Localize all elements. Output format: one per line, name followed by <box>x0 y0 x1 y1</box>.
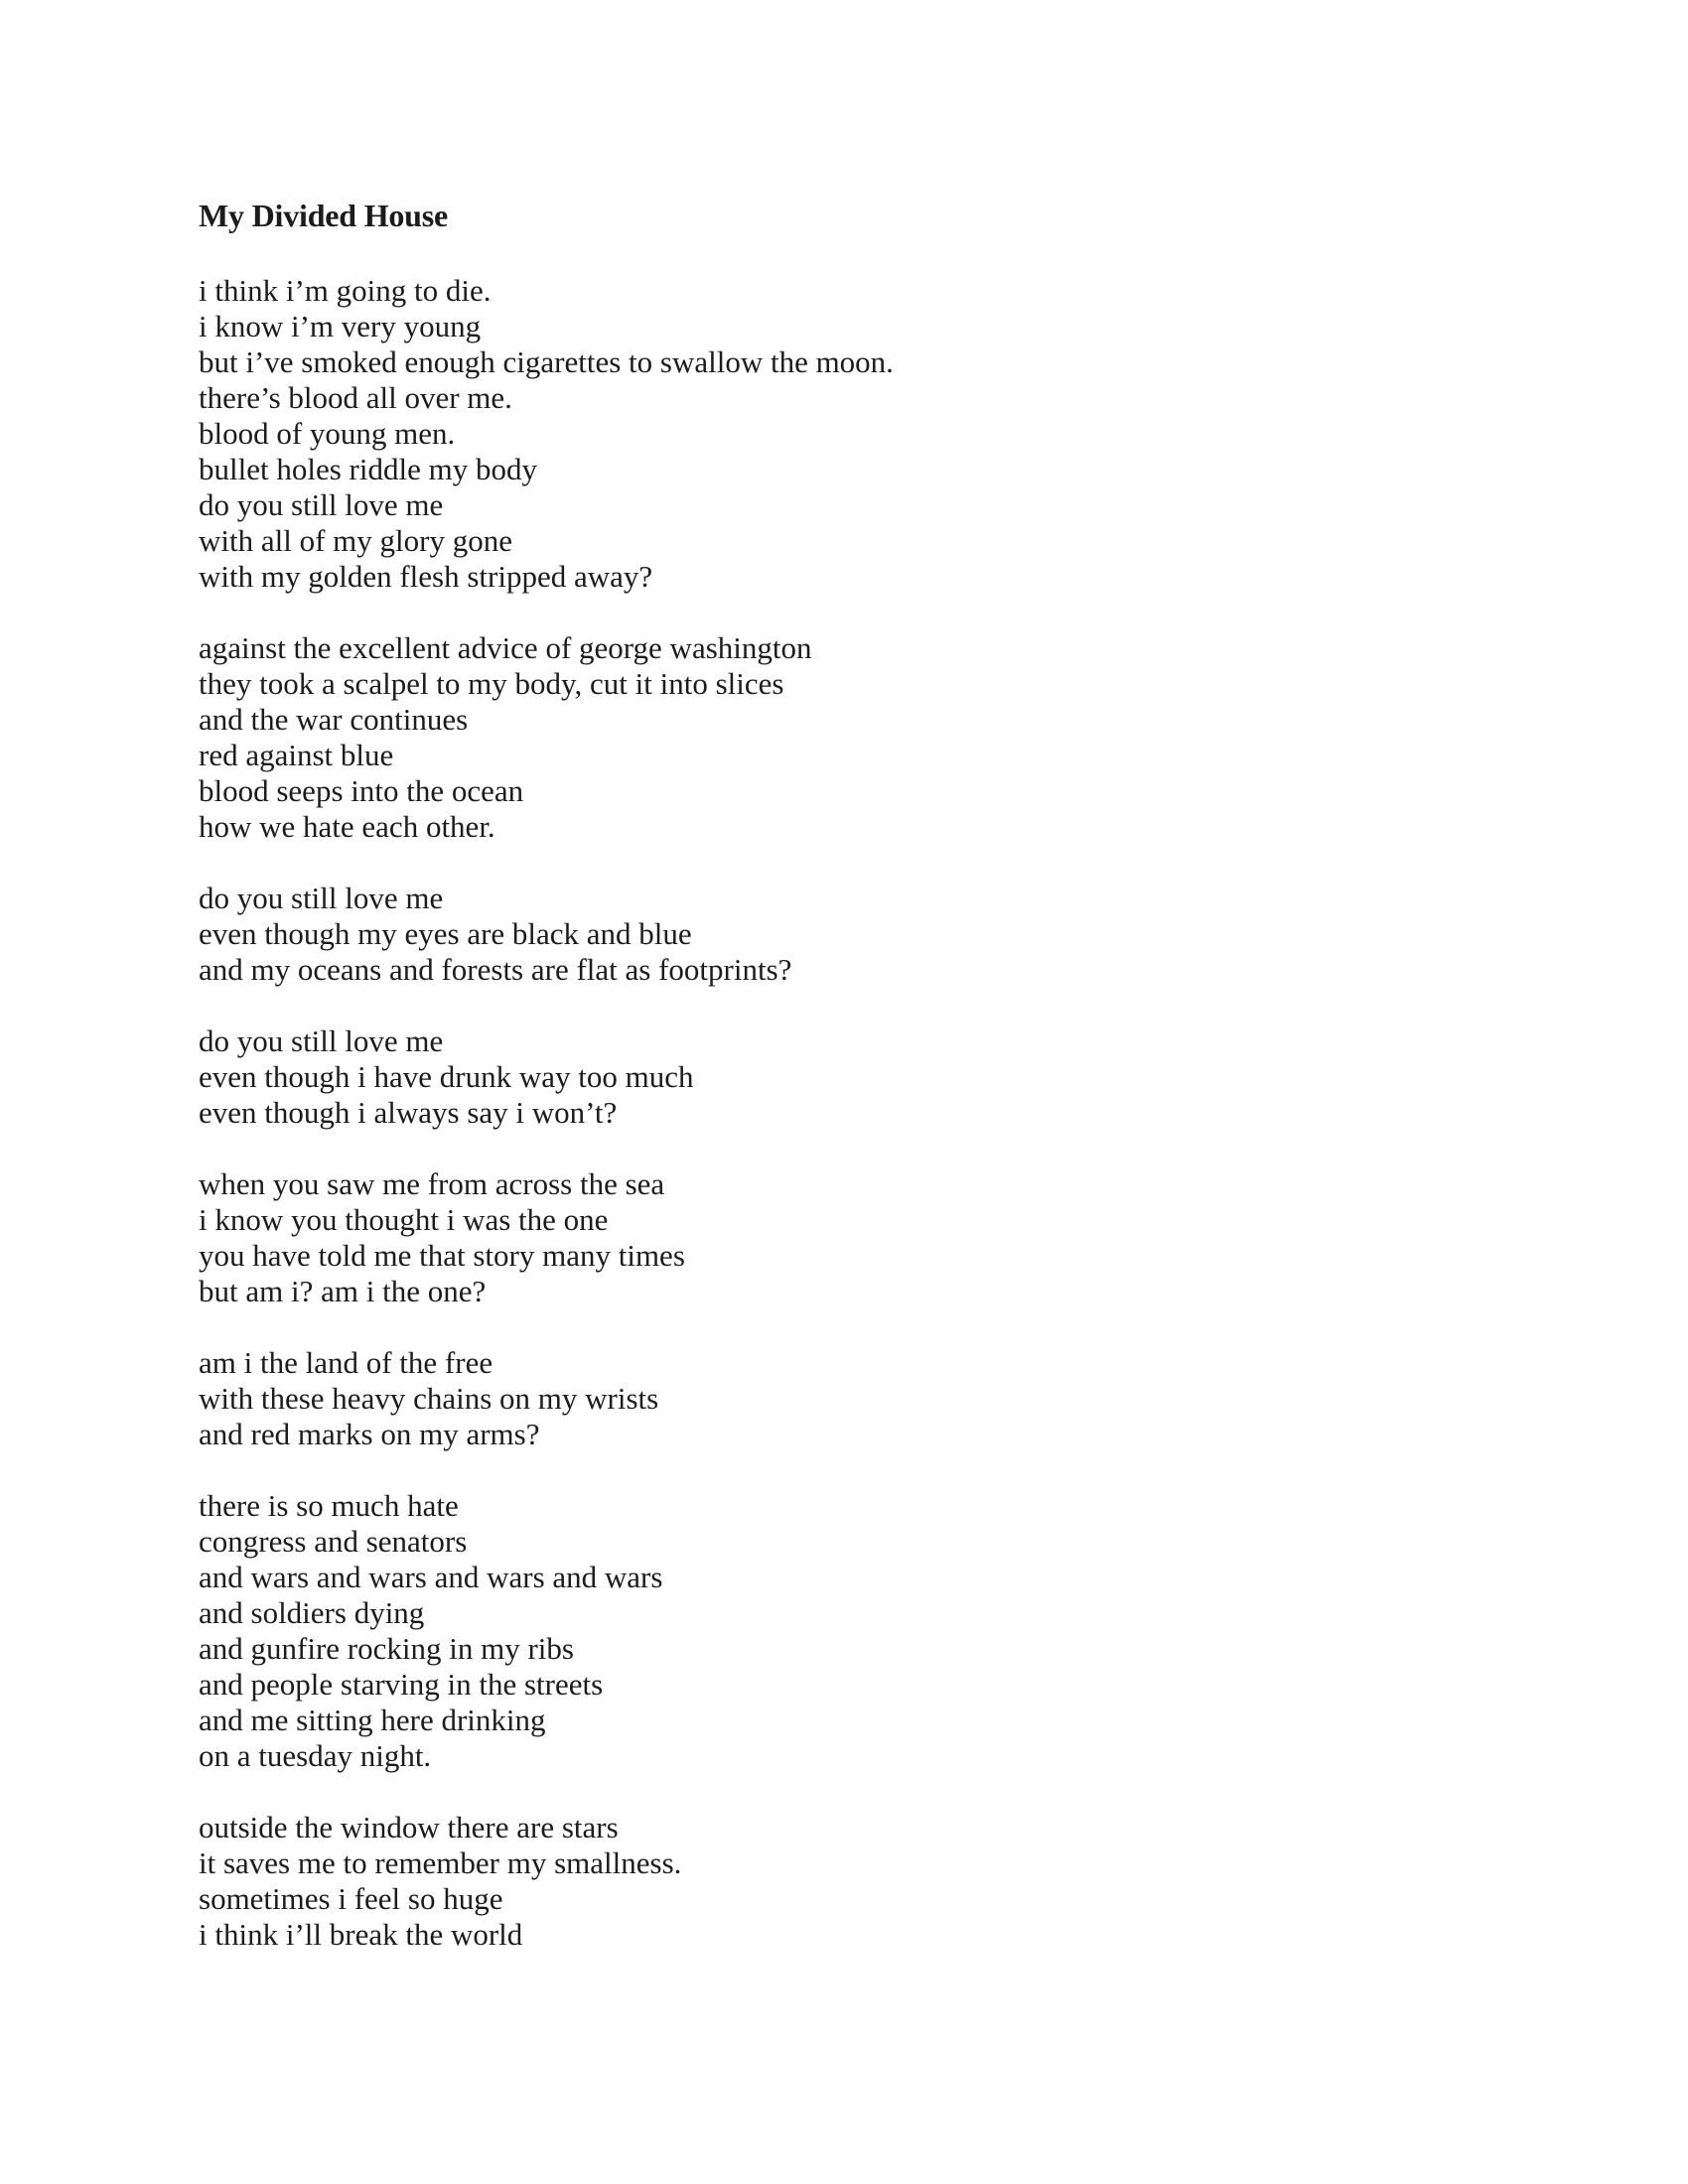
poem-line: how we hate each other. <box>199 809 495 844</box>
poem-line: with all of my glory gone <box>199 523 512 558</box>
stanza <box>199 1166 1489 1309</box>
poem-line: do you still love me <box>199 487 444 522</box>
stanza <box>199 1024 1489 1131</box>
poem-line: they took a scalpel to my body, cut it into slices <box>199 666 784 701</box>
poem-line: you have told me that story many times <box>199 1238 685 1273</box>
document-page <box>199 194 1489 1988</box>
poem-line: and red marks on my arms? <box>199 1417 540 1451</box>
poem-line: i know i’m very young <box>199 309 482 343</box>
poem-line: but am i? am i the one? <box>199 1274 487 1308</box>
poem-line: there is so much hate <box>199 1488 459 1523</box>
poem-line: even though i have drunk way too much <box>199 1059 694 1094</box>
poem-line: and people starving in the streets <box>199 1667 604 1702</box>
poem-line: even though i always say i won’t? <box>199 1095 618 1130</box>
poem-line: against the excellent advice of george washington <box>199 630 812 665</box>
poem-line: there’s blood all over me. <box>199 380 512 415</box>
poem-line: blood seeps into the ocean <box>199 773 524 808</box>
stanza <box>199 273 1489 595</box>
poem-title: My Divided House <box>199 198 449 233</box>
poem-line: and soldiers dying <box>199 1595 425 1630</box>
poem-line: outside the window there are stars <box>199 1810 619 1844</box>
poem-line: do you still love me <box>199 1024 444 1058</box>
poem-line: with these heavy chains on my wrists <box>199 1381 659 1416</box>
poem-line: bullet holes riddle my body <box>199 452 537 486</box>
stanza <box>199 881 1489 988</box>
poem-line: but i’ve smoked enough cigarettes to swallow the moon. <box>199 344 894 379</box>
poem-line: and my oceans and forests are flat as footprints? <box>199 952 792 987</box>
poem-line: sometimes i feel so huge <box>199 1881 503 1916</box>
poem-line: i think i’m going to die. <box>199 273 492 308</box>
poem-line: even though my eyes are black and blue <box>199 916 692 951</box>
poem-line: and wars and wars and wars and wars <box>199 1560 663 1594</box>
poem-line: and gunfire rocking in my ribs <box>199 1631 574 1666</box>
poem-line: i know you thought i was the one <box>199 1202 609 1237</box>
stanza <box>199 630 1489 845</box>
poem-line: it saves me to remember my smallness. <box>199 1845 682 1880</box>
poem-line: i think i’ll break the world <box>199 1917 523 1952</box>
poem-line: blood of young men. <box>199 416 456 451</box>
poem-line: on a tuesday night. <box>199 1738 432 1773</box>
poem-line: with my golden flesh stripped away? <box>199 559 653 594</box>
stanza <box>199 1810 1489 1953</box>
poem-line: and the war continues <box>199 702 469 737</box>
poem-line: do you still love me <box>199 881 444 915</box>
poem-line: congress and senators <box>199 1524 468 1559</box>
poem-body <box>199 273 1489 1953</box>
poem-line: red against blue <box>199 738 394 772</box>
stanza <box>199 1345 1489 1452</box>
poem-line: and me sitting here drinking <box>199 1703 546 1737</box>
poem-line: am i the land of the free <box>199 1345 493 1380</box>
poem-line: when you saw me from across the sea <box>199 1166 665 1201</box>
stanza <box>199 1488 1489 1774</box>
